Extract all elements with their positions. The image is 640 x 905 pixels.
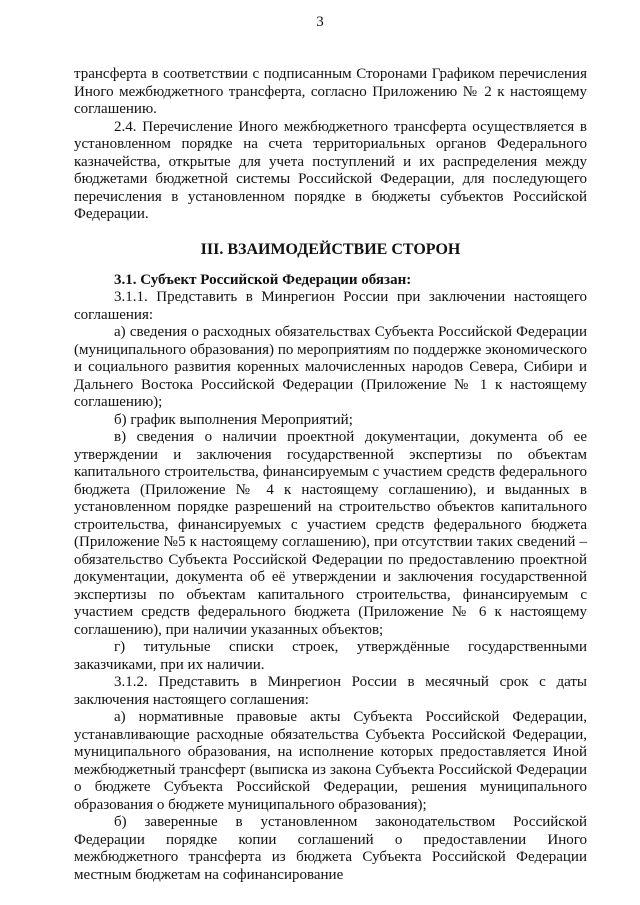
item-a-legal-acts: а) нормативные правовые акты Субъекта Российской Федерации, устанавливающие расходные обязательства Субъекта Российской Федерации, муниципального образования, на исполнение которых предоставляется Иной межбюджетный трансферт (выписка из закона Субъекта Российской Федерации о бюджете Субъекта Российской Федерации, решения муниципального образования о бюджете муниципального образования); <box>74 709 587 813</box>
paragraph-transfer-schedule: трансферта в соответствии с подписанным Сторонами Графиком перечисления Иного межбюджетного трансферта, согласно Приложению № 2 к настоящему соглашению. <box>74 66 587 117</box>
page-number: 3 <box>316 14 324 30</box>
document-body <box>74 66 587 884</box>
section-heading: III. ВЗАИМОДЕЙСТВИЕ СТОРОН <box>200 240 461 258</box>
item-g-title-lists: г) титульные списки строек, утверждённые государственными заказчиками, при их наличии. <box>74 639 587 673</box>
subsection-3-1-title: 3.1. Субъект Российской Федерации обязан: <box>114 271 412 288</box>
paragraph-2-4: 2.4. Перечисление Иного межбюджетного трансферта осуществляется в установленном порядке на счета территориальных органов Федерального казначейства, открытые для учета поступлений и их распределения между бюджетами бюджетной системы Российской Федерации, для последующего перечисления в установленном порядке в бюджеты субъектов Российской Федерации. <box>74 118 587 222</box>
paragraph-3-1-2: 3.1.2. Представить в Минрегион России в месячный срок с даты заключения настоящего соглашения: <box>74 674 587 708</box>
paragraph-3-1-1: 3.1.1. Представить в Минрегион России при заключении настоящего соглашения: <box>74 289 587 323</box>
item-b-agreement-copies: б) заверенные в установленном законодательством Российской Федерации порядке копии соглашений о предоставлении Иного межбюджетного трансферта из бюджета Субъекта Российской Федерации местным бюджетам на софинансирование <box>74 814 587 883</box>
item-a-expense-obligations: а) сведения о расходных обязательствах Субъекта Российской Федерации (муниципального образования) по мероприятиям по поддержке экономического и социального развития коренных малочисленных народов Севера, Сибири и Дальнего Востока Российской Федерации (Приложение № 1 к настоящему соглашению); <box>74 324 587 410</box>
item-b-schedule: б) график выполнения Мероприятий; <box>114 411 353 428</box>
item-v-project-docs: в) сведения о наличии проектной документации, документа об ее утверждении и заключения государственной экспертизы по объектам капитального строительства, финансируемым с участием средств федерального бюджета (Приложение № 4 к настоящему соглашению), и выданных в установленном порядке разрешений на строительство объектов капитального строительства, финансируемых с участием средств федерального бюджета (Приложение №5 к настоящему соглашению), при отсутствии таких сведений – обязательство Субъекта Российской Федерации по предоставлению проектной документации, документа об её утверждении и заключения государственной экспертизы по объектам капитального строительства, финансируемым с участием средств федерального бюджета (Приложение № 6 к настоящему соглашению), при наличии указанных объектов; <box>74 429 587 638</box>
